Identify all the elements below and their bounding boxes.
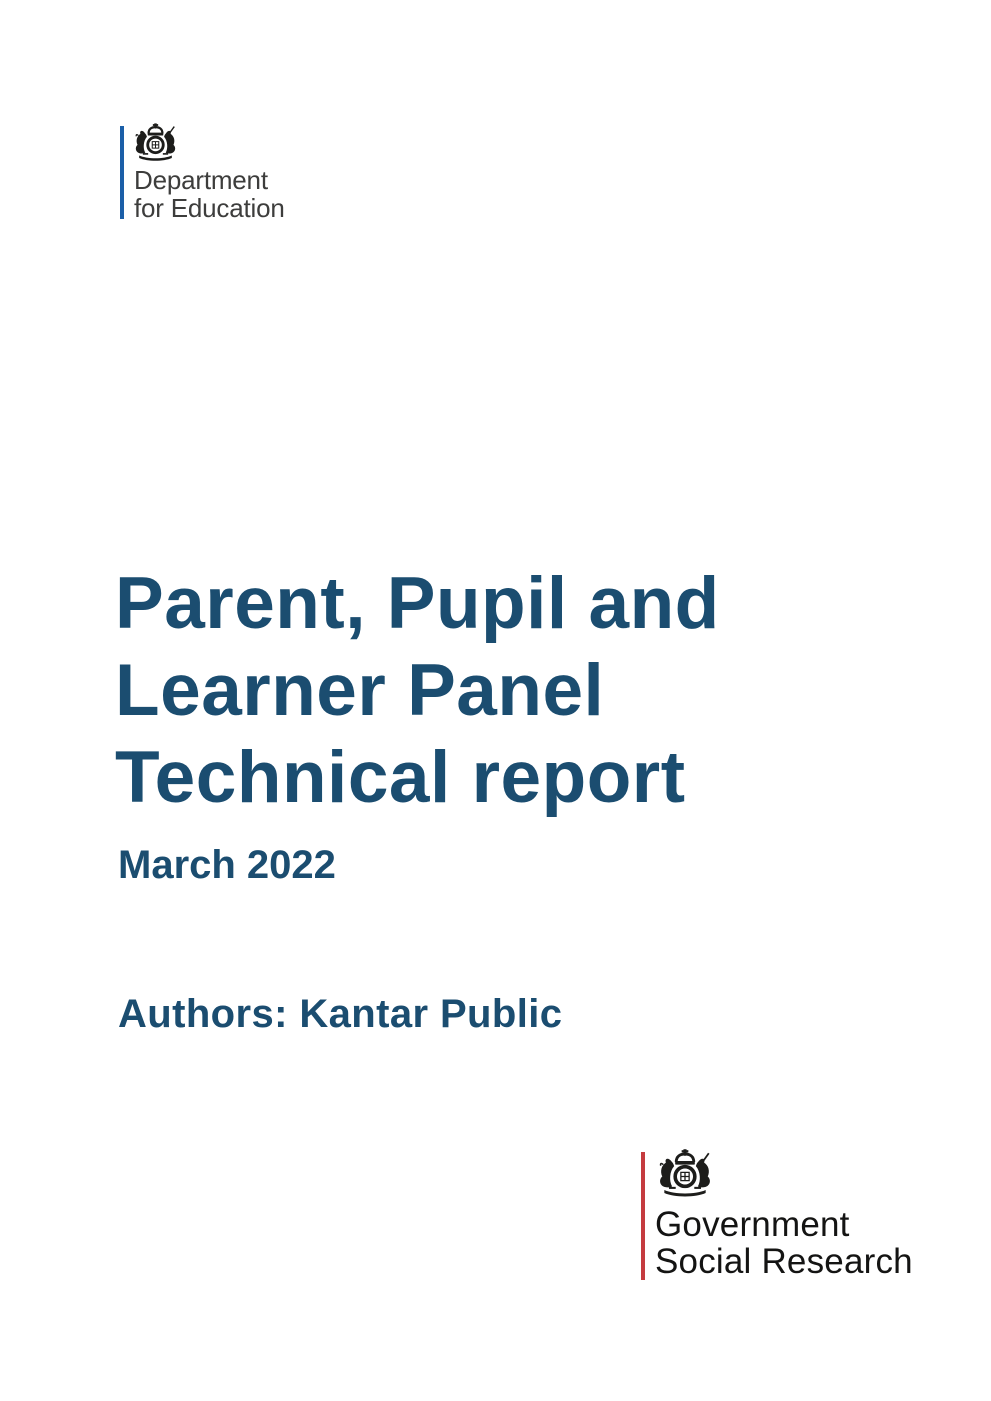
report-title (115, 560, 720, 821)
royal-crest-icon (131, 123, 180, 166)
dfe-logo-text (134, 167, 285, 222)
report-date: March 2022 (118, 843, 336, 887)
gsr-logo-line2: Social Research (655, 1241, 913, 1281)
report-title-line-1: Parent, Pupil and (115, 563, 720, 644)
royal-crest-icon (654, 1149, 716, 1203)
report-authors: Authors: Kantar Public (118, 992, 563, 1036)
dfe-logo-line1: Department (134, 165, 268, 195)
gsr-logo-text (655, 1207, 913, 1280)
dfe-logo (120, 123, 350, 228)
dfe-logo-line2: for Education (134, 192, 285, 223)
gsr-logo (641, 1149, 941, 1289)
dfe-logo-bar (120, 126, 124, 219)
report-title-line-3: Technical report (115, 737, 686, 818)
gsr-logo-bar (641, 1152, 645, 1280)
gsr-logo-line1: Government (655, 1205, 850, 1244)
report-title-line-2: Learner Panel (115, 650, 605, 731)
